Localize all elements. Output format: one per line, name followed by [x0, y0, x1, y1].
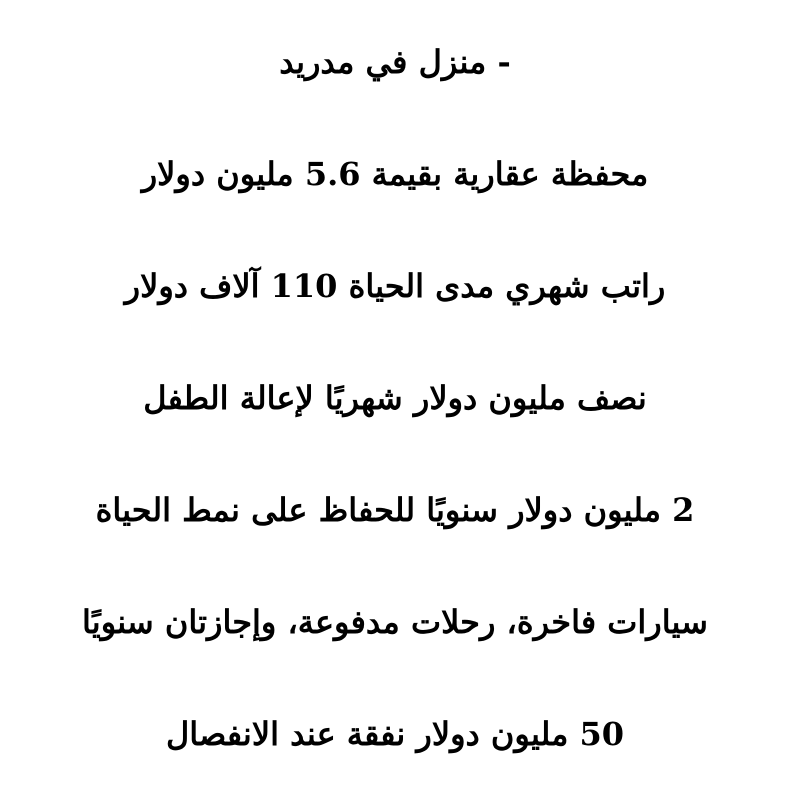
text-line-separation-alimony: 50 مليون دولار نفقة عند الانفصال [165, 715, 625, 753]
text-line-monthly-salary: راتب شهري مدى الحياة 110 آلاف دولار [124, 267, 666, 305]
text-line-madrid-house: - منزل في مدريد [279, 43, 511, 81]
text-line-luxury-perks: سيارات فاخرة، رحلات مدفوعة، وإجازتان سنويًا [82, 603, 708, 641]
text-line-child-support: نصف مليون دولار شهريًا لإعالة الطفل [143, 379, 647, 417]
text-line-real-estate-portfolio: محفظة عقارية بقيمة 5.6 مليون دولار [141, 155, 649, 193]
text-line-lifestyle-maintenance: 2 مليون دولار سنويًا للحفاظ على نمط الحياة [95, 491, 695, 529]
